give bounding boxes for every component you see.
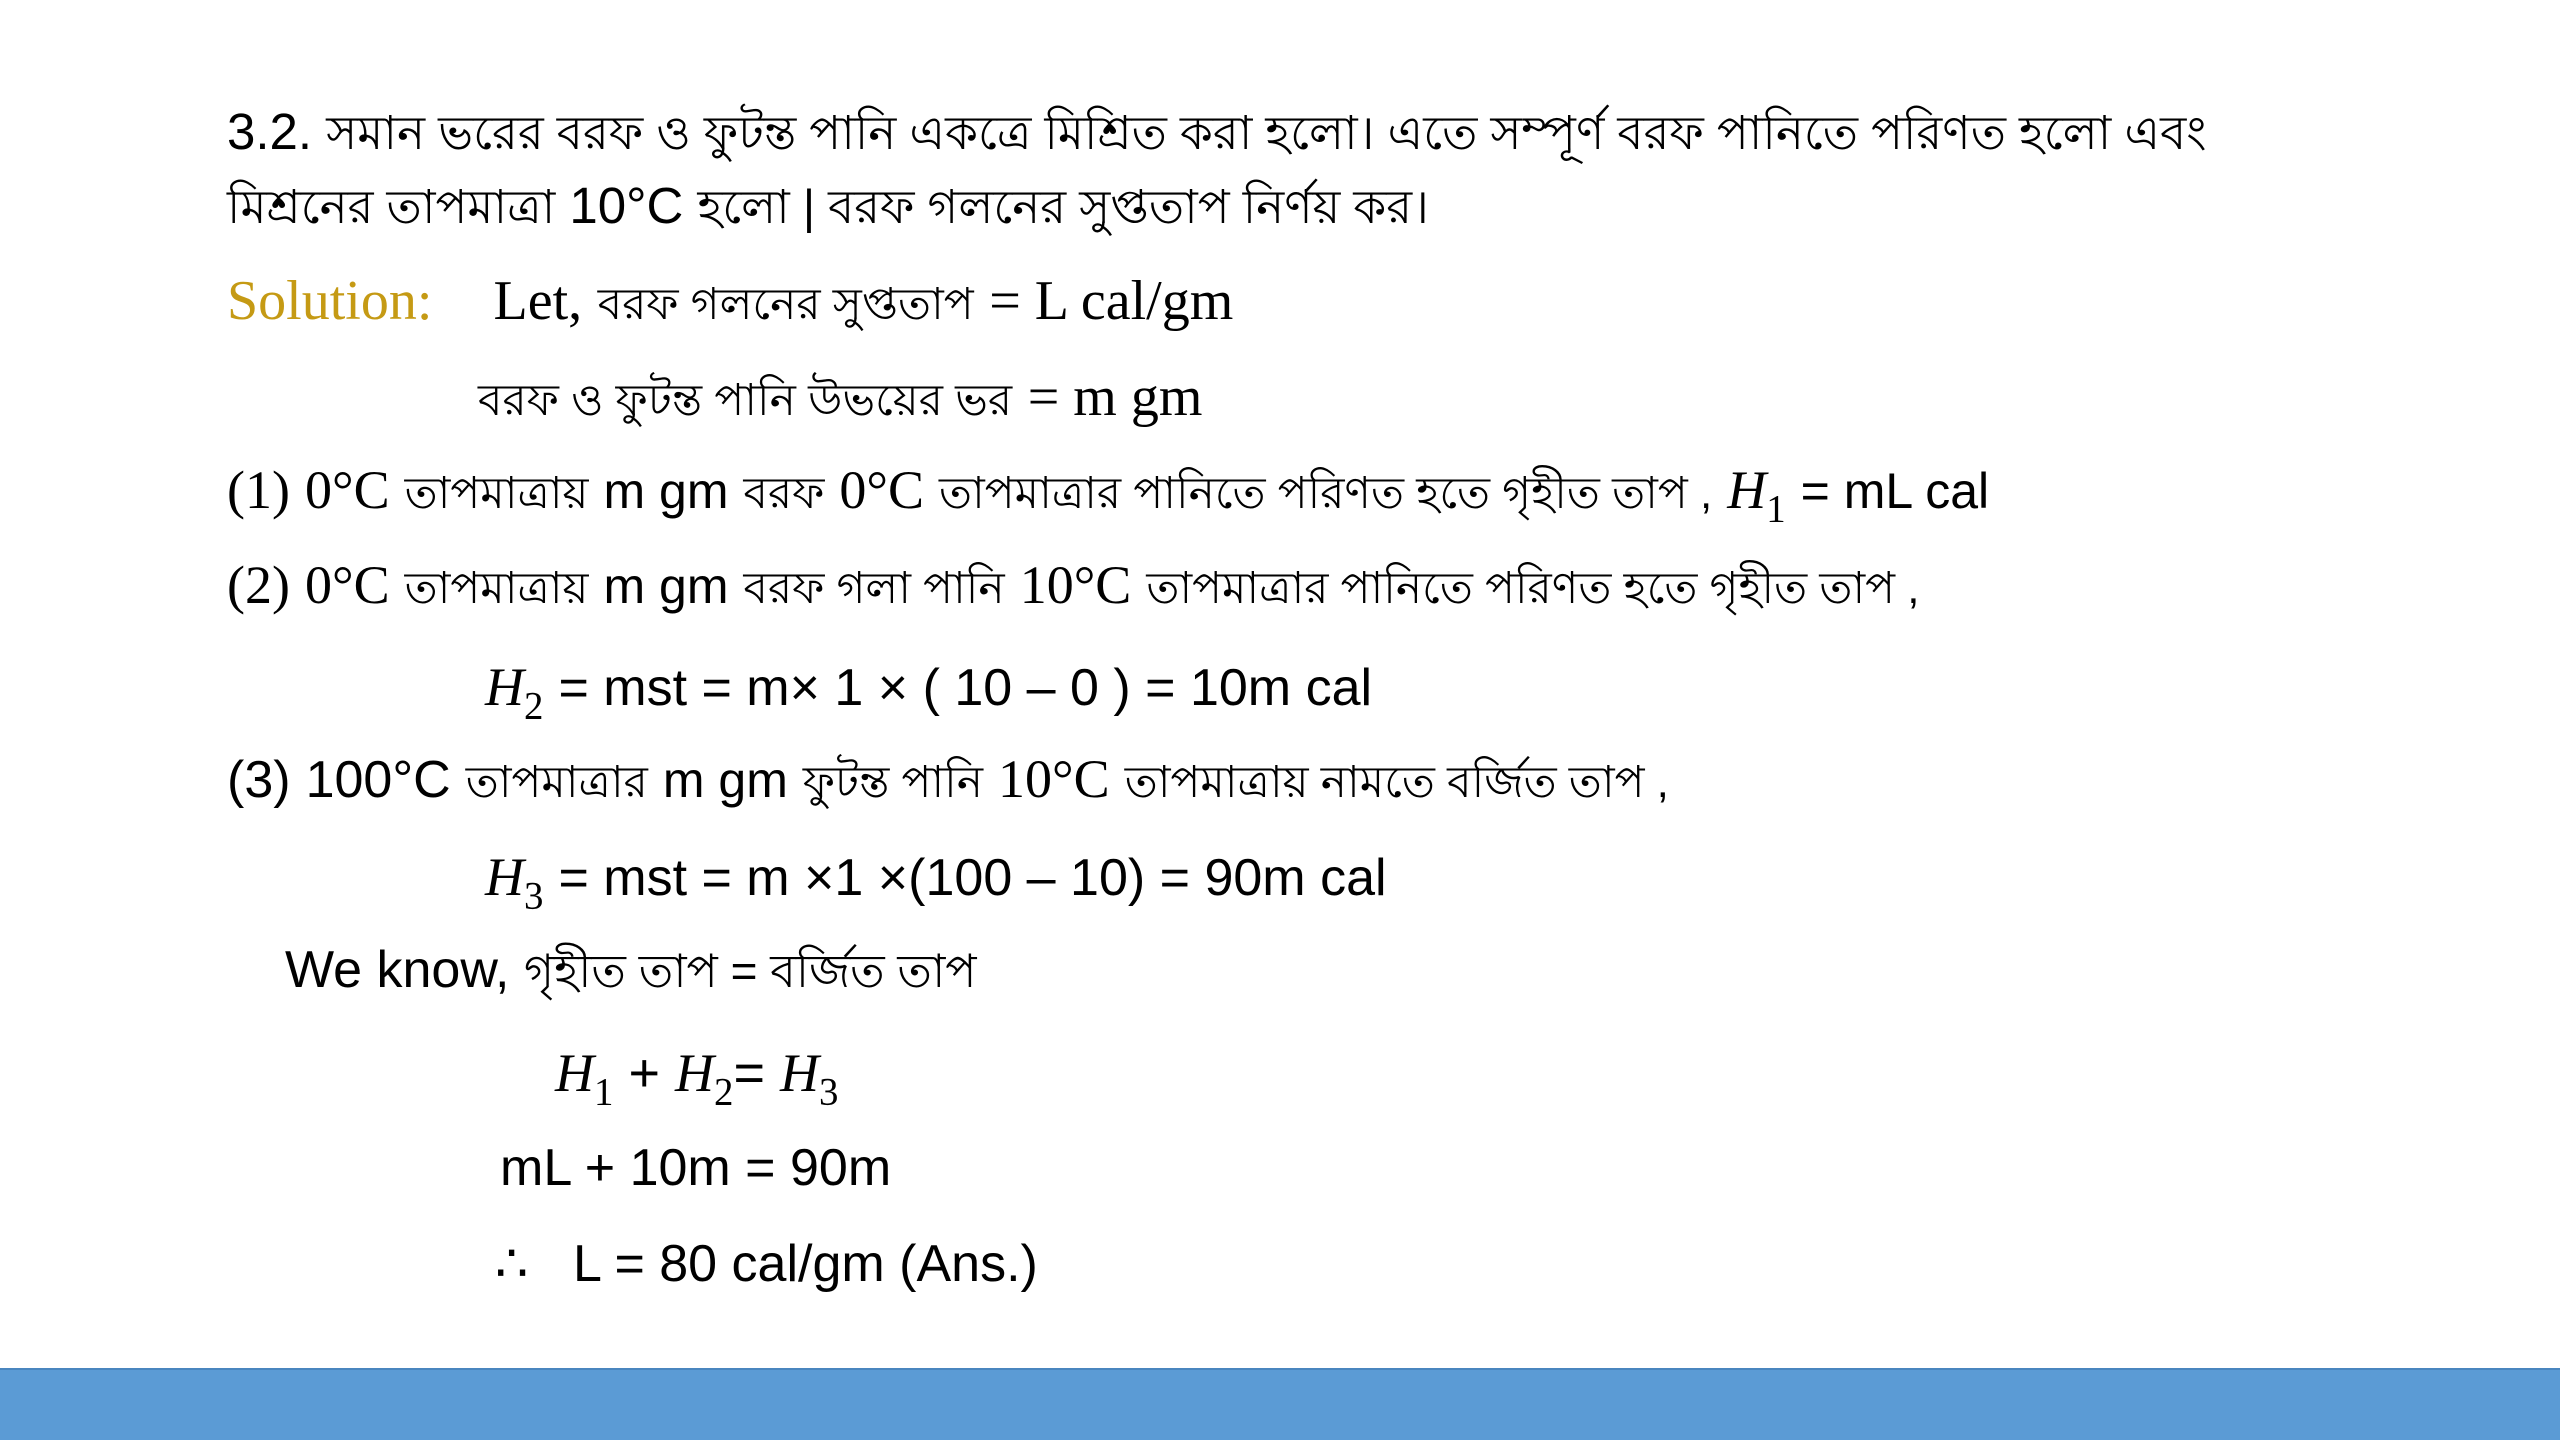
- mass-expression: = m gm: [1027, 366, 1203, 428]
- step-2-text-2: বরফ গলা পানি: [743, 564, 1005, 613]
- step-3-equation-line: [485, 847, 1387, 918]
- heat-sum-equation: [555, 1043, 839, 1114]
- sum-h3-subscript: 3: [819, 1070, 839, 1114]
- mass-label: বরফ ও ফুটন্ত পানি উভয়ের ভর: [478, 376, 1013, 425]
- step-3-mass: m gm: [662, 752, 788, 808]
- we-know-line: [285, 941, 977, 999]
- solution-label: Solution:: [227, 270, 433, 332]
- answer-line: [495, 1235, 1038, 1293]
- substituted-equation-text: mL + 10m = 90m: [500, 1139, 892, 1197]
- substituted-equation: [500, 1139, 892, 1197]
- step-1-heat-symbol: H: [1727, 460, 1767, 520]
- sum-h1-symbol: H: [555, 1043, 594, 1103]
- step-3-temp-1: 100°C: [305, 751, 451, 809]
- step-1-temp-2: 0°C: [839, 460, 924, 520]
- sum-h2-subscript: 2: [714, 1070, 734, 1114]
- step-2-mass: m gm: [603, 558, 729, 614]
- step-1-text-1: তাপমাত্রায়: [404, 469, 589, 518]
- sum-h1-subscript: 1: [594, 1070, 614, 1114]
- step-3-text-3: তাপমাত্রায় নামতে বর্জিত তাপ ,: [1124, 758, 1669, 807]
- solution-line: [227, 270, 1234, 332]
- step-1-heat-subscript: 1: [1766, 487, 1786, 531]
- step-2-equation-line: [485, 657, 1373, 728]
- step-2-equation: = mst = m× 1 × ( 10 – 0 ) = 10m cal: [558, 659, 1373, 717]
- step-3-text-1: তাপমাত্রার: [465, 758, 648, 807]
- therefore-symbol: ∴: [495, 1235, 529, 1293]
- let-word: Let,: [493, 270, 583, 332]
- mass-line: [478, 366, 1203, 428]
- problem-line-1: [227, 103, 2207, 160]
- step-1-number: (1): [227, 460, 290, 520]
- we-know-label: We know,: [285, 941, 510, 999]
- problem-line-2: [227, 177, 1429, 234]
- sum-h2-symbol: H: [675, 1043, 715, 1103]
- step-2-number: (2): [227, 555, 290, 615]
- step-2-heat-symbol: H: [485, 657, 524, 717]
- step-3-heat-subscript: 3: [524, 874, 544, 918]
- final-answer: L = 80 cal/gm (Ans.): [573, 1235, 1038, 1293]
- step-3-text-2: ফুটন্ত পানি: [802, 758, 984, 807]
- step-3-temp-2: 10°C: [998, 749, 1110, 809]
- latent-heat-label: বরফ গলনের সুপ্ততাপ: [597, 280, 974, 329]
- step-1-text-3: তাপমাত্রার পানিতে পরিণত হতে গৃহীত তাপ ,: [939, 469, 1713, 518]
- step-1-equation: = mL cal: [1800, 463, 1990, 519]
- sum-plus: +: [628, 1043, 660, 1103]
- step-1-text-2: বরফ: [743, 469, 825, 518]
- step-2-text-1: তাপমাত্রায়: [404, 564, 589, 613]
- heat-balance-statement: গৃহীত তাপ = বর্জিত তাপ: [523, 945, 977, 997]
- sum-h3-symbol: H: [780, 1043, 820, 1103]
- step-1: [227, 460, 1990, 531]
- step-2: [227, 555, 1920, 615]
- problem-number: 3.2.: [227, 103, 313, 160]
- step-3-equation: = mst = m ×1 ×(100 – 10) = 90m cal: [558, 849, 1387, 907]
- step-2-temp-1: 0°C: [304, 555, 390, 615]
- step-2-text-3: তাপমাত্রার পানিতে পরিণত হতে গৃহীত তাপ ,: [1146, 564, 1920, 613]
- problem-temperature: 10°C: [569, 177, 684, 234]
- step-3-heat-symbol: H: [485, 847, 524, 907]
- problem-text-line-1: সমান ভরের বরফ ও ফুটন্ত পানি একত্রে মিশ্রিত করা হলো। এতে সম্পূর্ণ বরফ পানিতে পরিণত হলো এবং: [326, 106, 2207, 159]
- step-1-temp-1: 0°C: [304, 460, 390, 520]
- sum-equals: =: [733, 1043, 765, 1103]
- step-3-number: (3): [227, 751, 291, 809]
- problem-text-line-2b: হলো | বরফ গলনের সুপ্ততাপ নির্ণয় কর।: [697, 180, 1429, 233]
- step-1-mass: m gm: [603, 463, 729, 519]
- step-2-heat-subscript: 2: [524, 684, 544, 728]
- step-2-temp-2: 10°C: [1019, 555, 1132, 615]
- step-3: [227, 749, 1669, 809]
- bottom-bar: [0, 1368, 2560, 1440]
- latent-heat-expression: = L cal/gm: [989, 270, 1234, 332]
- problem-text-line-2a: মিশ্রনের তাপমাত্রা: [227, 180, 556, 233]
